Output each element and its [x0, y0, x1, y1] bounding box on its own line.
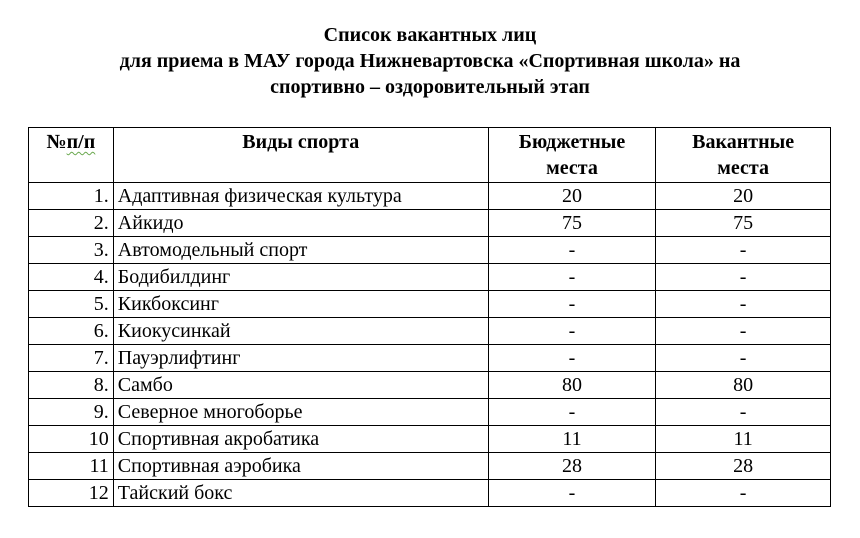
- row-sport: Автомодельный спорт: [113, 237, 488, 264]
- row-vacant-places: -: [656, 345, 831, 372]
- row-budget-places: -: [488, 318, 656, 345]
- row-vacant-places: 80: [656, 372, 831, 399]
- row-budget-places: 75: [488, 210, 656, 237]
- row-number: 4.: [29, 264, 114, 291]
- table-header-row: [29, 128, 831, 183]
- title-line-1: Список вакантных лиц: [323, 24, 537, 46]
- row-sport: Самбо: [113, 372, 488, 399]
- header-number-suffix: п/п: [66, 131, 96, 153]
- row-sport: Айкидо: [113, 210, 488, 237]
- table-row: [29, 372, 831, 399]
- header-budget-line-1: Бюджетные: [518, 131, 626, 153]
- row-vacant-places: 11: [656, 426, 831, 453]
- table-row: [29, 399, 831, 426]
- table-row: [29, 237, 831, 264]
- row-vacant-places: -: [656, 291, 831, 318]
- row-budget-places: -: [488, 399, 656, 426]
- header-vacant-places: [656, 128, 831, 183]
- table-row: [29, 183, 831, 210]
- row-sport: Спортивная акробатика: [113, 426, 488, 453]
- row-number: 11: [29, 453, 114, 480]
- header-number-prefix: №: [46, 131, 67, 153]
- title-line-3: спортивно – оздоровительный этап: [270, 76, 590, 98]
- document-title: [0, 22, 860, 100]
- row-sport: Тайский бокс: [113, 480, 488, 507]
- row-sport: Киокусинкай: [113, 318, 488, 345]
- table-body: [29, 183, 831, 507]
- row-number: 3.: [29, 237, 114, 264]
- row-number: 1.: [29, 183, 114, 210]
- header-number: [29, 128, 114, 183]
- header-budget-line-2: места: [546, 157, 598, 179]
- row-budget-places: -: [488, 237, 656, 264]
- header-vacant-line-2: места: [717, 157, 769, 179]
- row-number: 12: [29, 480, 114, 507]
- row-vacant-places: -: [656, 237, 831, 264]
- row-number: 10: [29, 426, 114, 453]
- row-budget-places: -: [488, 480, 656, 507]
- header-budget-places: [488, 128, 656, 183]
- row-sport: Спортивная аэробика: [113, 453, 488, 480]
- row-budget-places: 28: [488, 453, 656, 480]
- row-sport: Бодибилдинг: [113, 264, 488, 291]
- vacancies-table: [28, 127, 831, 507]
- row-budget-places: -: [488, 291, 656, 318]
- row-budget-places: 11: [488, 426, 656, 453]
- row-vacant-places: -: [656, 318, 831, 345]
- row-budget-places: 80: [488, 372, 656, 399]
- table-row: [29, 453, 831, 480]
- row-vacant-places: -: [656, 399, 831, 426]
- row-budget-places: 20: [488, 183, 656, 210]
- row-sport: Адаптивная физическая культура: [113, 183, 488, 210]
- table-row: [29, 426, 831, 453]
- row-budget-places: -: [488, 345, 656, 372]
- row-sport: Пауэрлифтинг: [113, 345, 488, 372]
- table-row: [29, 345, 831, 372]
- row-vacant-places: -: [656, 264, 831, 291]
- table-row: [29, 480, 831, 507]
- table-row: [29, 291, 831, 318]
- row-sport: Северное многоборье: [113, 399, 488, 426]
- row-sport: Кикбоксинг: [113, 291, 488, 318]
- table-row: [29, 318, 831, 345]
- header-vacant-line-1: Вакантные: [692, 131, 795, 153]
- row-number: 7.: [29, 345, 114, 372]
- row-vacant-places: -: [656, 480, 831, 507]
- title-line-2: для приема в МАУ города Нижневартовска «Спортивная школа» на: [119, 50, 741, 72]
- table-row: [29, 264, 831, 291]
- header-sport: Виды спорта: [113, 128, 488, 183]
- row-vacant-places: 20: [656, 183, 831, 210]
- row-number: 6.: [29, 318, 114, 345]
- row-number: 2.: [29, 210, 114, 237]
- row-number: 8.: [29, 372, 114, 399]
- row-number: 9.: [29, 399, 114, 426]
- row-budget-places: -: [488, 264, 656, 291]
- table-row: [29, 210, 831, 237]
- row-vacant-places: 28: [656, 453, 831, 480]
- row-number: 5.: [29, 291, 114, 318]
- row-vacant-places: 75: [656, 210, 831, 237]
